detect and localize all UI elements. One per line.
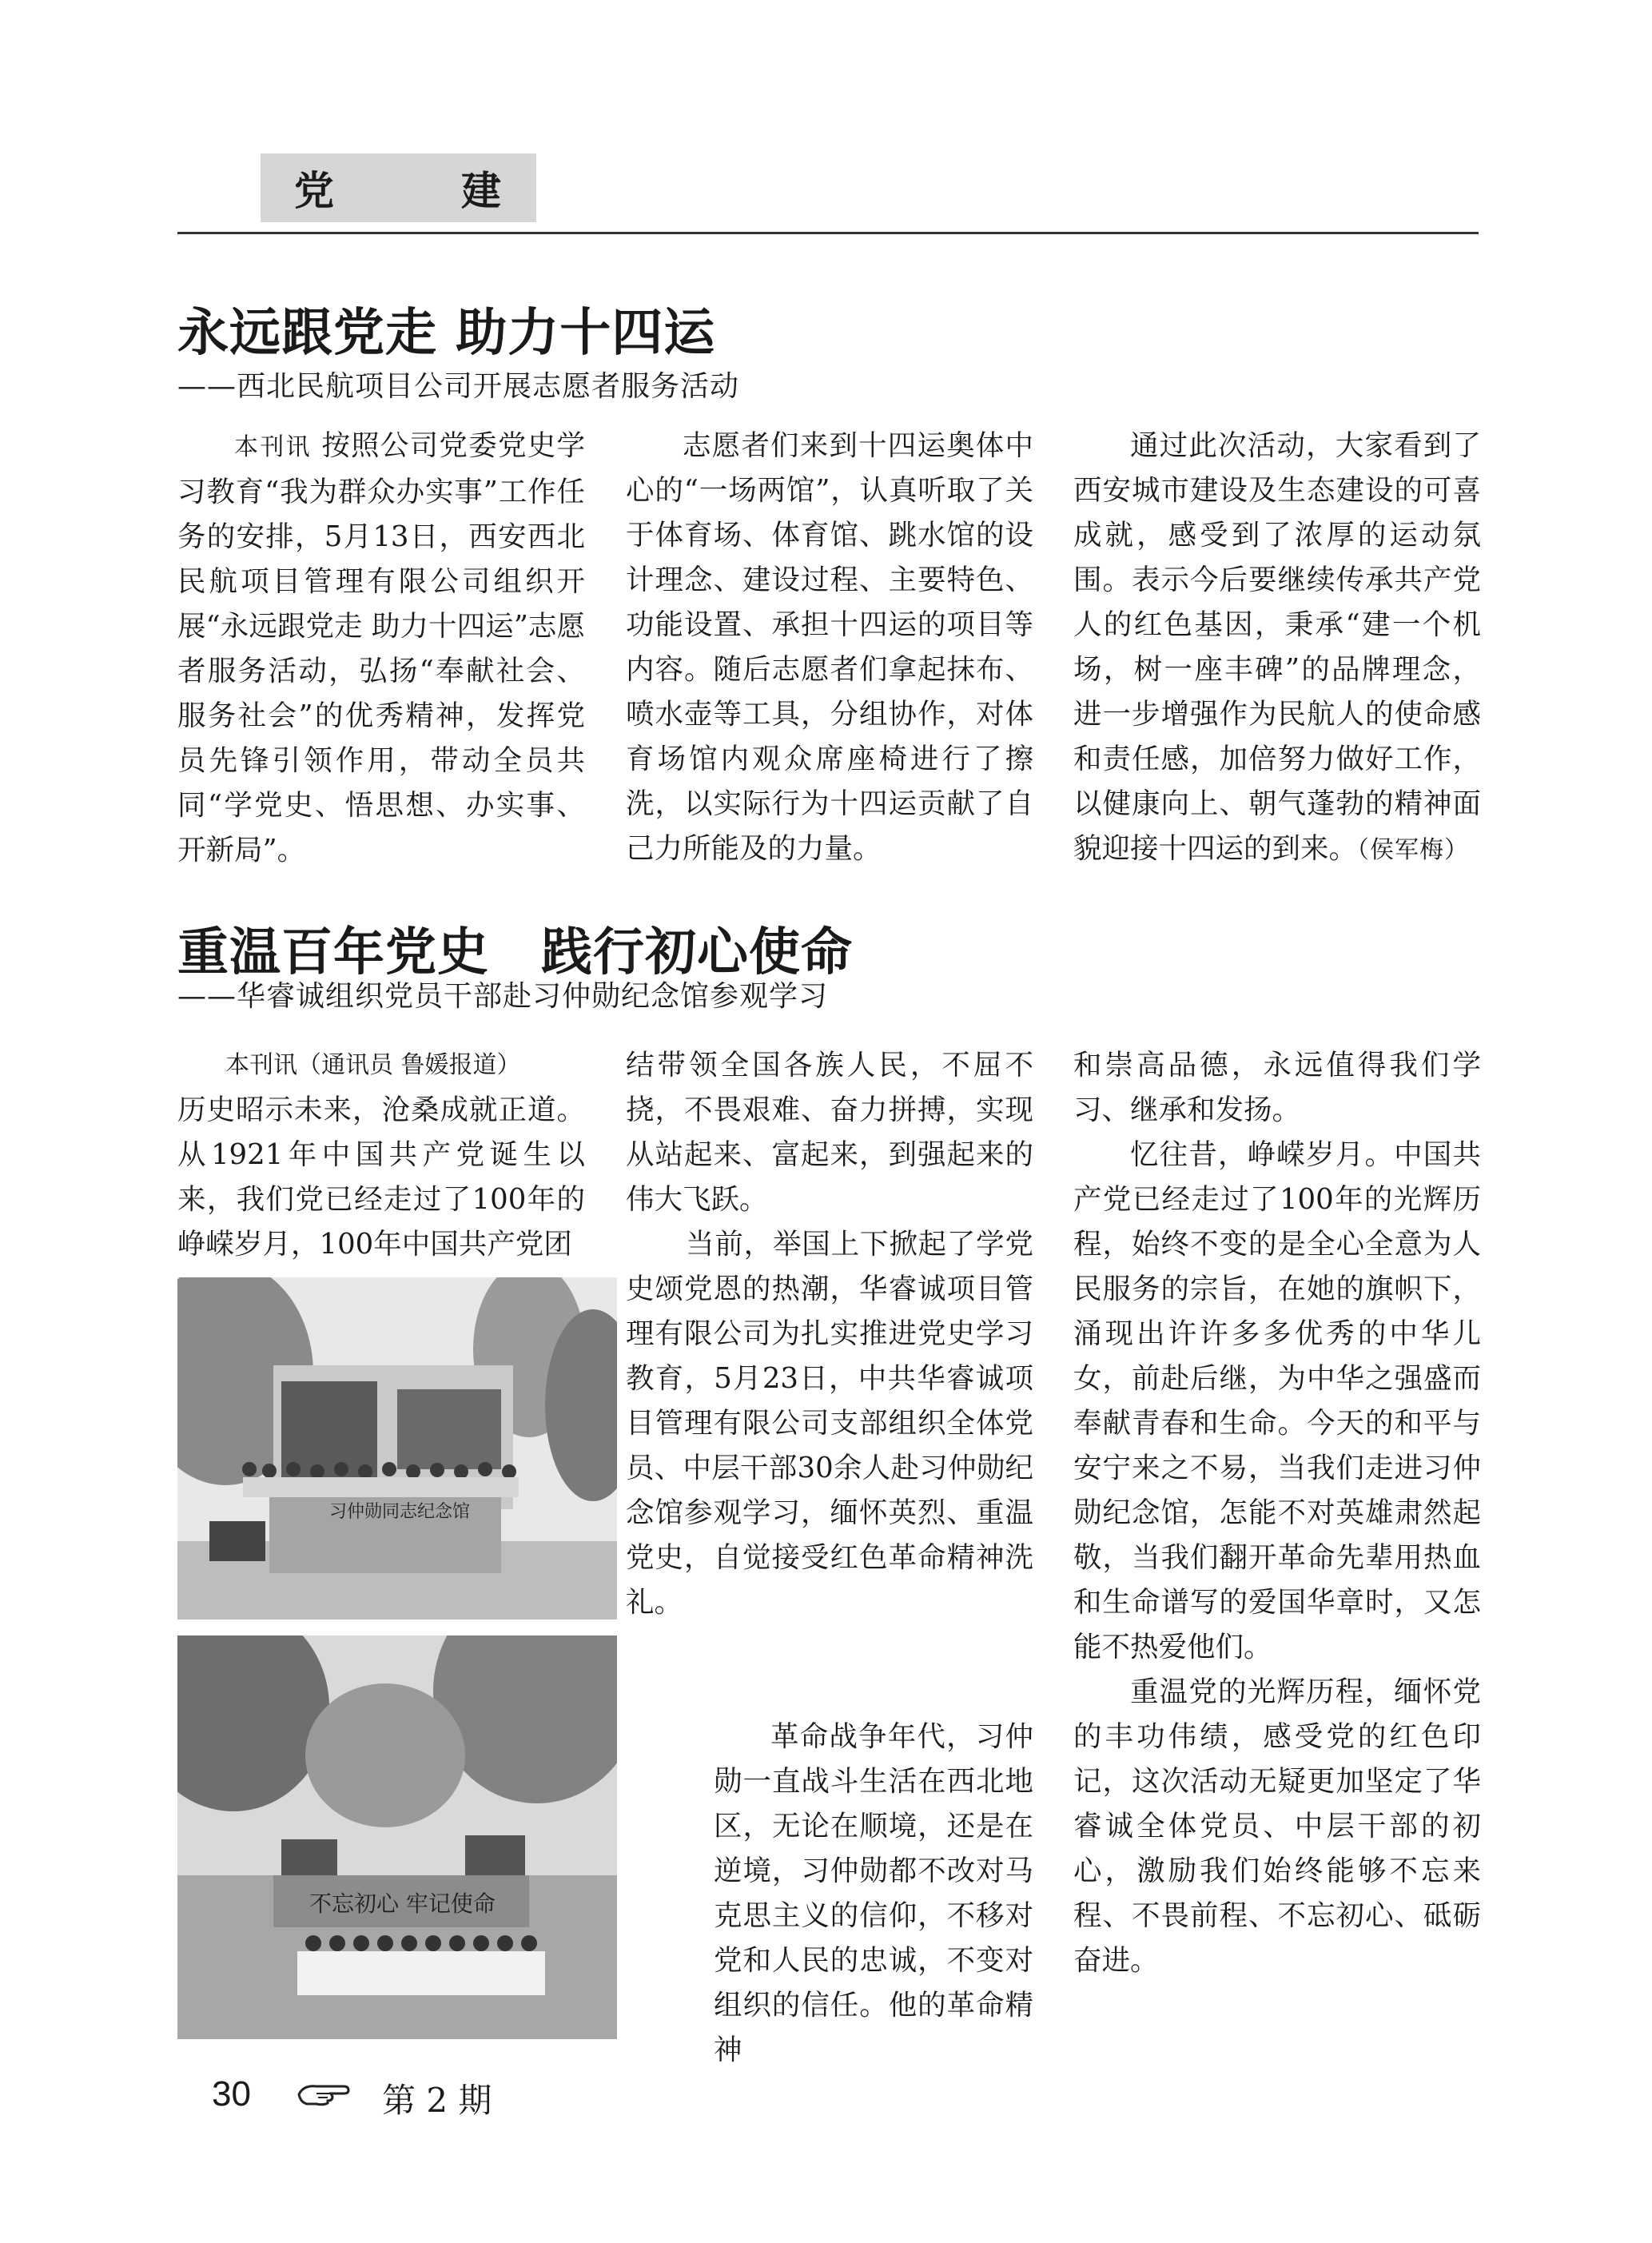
- photo2-sign-text: 不忘初心 牢记使命: [309, 1890, 496, 1917]
- section-char-2: 建: [461, 168, 503, 214]
- photo-memorial-group: [177, 1277, 617, 1620]
- article2-column-1: [177, 1043, 585, 1267]
- article1-column-2: [626, 424, 1033, 871]
- article2-subtitle: ——华睿诚组织党员干部赴习仲勋纪念馆参观学习: [177, 980, 829, 1013]
- article1-col3-text: 通过此次活动，大家看到了西安城市建设及生态建设的可喜成就，感受到了浓厚的运动氛围。表示今后要继续传承共产党人的红色基因，秉承“建一个机场，树一座丰碑”的品牌理念，进一步增强作为民航人的使命感和责任感，加倍努力做好工作，以健康向上、朝气蓬勃的精神面貌迎接十四运的到来。: [1073, 429, 1481, 865]
- article2-col2-p2: 当前，举国上下掀起了学党史颂党恩的热潮，华睿诚项目管理有限公司为扎实推进党史学习教育，5月23日，中共华睿诚项目管理有限公司支部组织全体党员、中层干部30余人赴习仲勋纪念馆参观学习，缅怀英烈、重温党史，自觉接受红色革命精神洗礼。: [626, 1228, 1033, 1619]
- section-divider: [177, 232, 1479, 234]
- issue-number: 第 2 期: [382, 2081, 492, 2120]
- article2-column-2-p3: [714, 1715, 1033, 2073]
- article2-column-3: [1073, 1043, 1481, 1983]
- article1-col2-text: 志愿者们来到十四运奥体中心的“一场两馆”，认真听取了关于体育场、体育馆、跳水馆的设计理念、建设过程、主要特色、功能设置、承担十四运的项目等内容。随后志愿者们拿起抹布、喷水壶等工具，分组协作，对体育场馆内观众席座椅进行了擦洗，以实际行为十四运贡献了自己力所能及的力量。: [626, 429, 1033, 865]
- article2-column-2-p2-start: [626, 1222, 1033, 1625]
- article1-col1-text: 按照公司党委党史学习教育“我为群众办实事”工作任务的安排，5月13日，西安西北民航项目管理有限公司组织开展“永远跟党走 助力十四运”志愿者服务活动，弘扬“奉献社会、服务社会”的优秀精神，发挥党员先锋引领作用，带动全员共同“学党史、悟思想、办实事、开新局”。: [177, 429, 585, 867]
- article2-title: 重温百年党史 践行初心使命: [177, 923, 853, 982]
- article1-column-3: [1073, 424, 1481, 873]
- article2-col3-p1: 和崇高品德，永远值得我们学习、继承和发扬。: [1073, 1049, 1481, 1126]
- article2-col3-p3: 重温党的光辉历程，缅怀党的丰功伟绩，感受党的红色印记，这次活动无疑更加坚定了华睿诚全体党员、中层干部的初心，激励我们始终能够不忘来程、不畏前程、不忘初心、砥砺奋进。: [1073, 1675, 1481, 1977]
- article2-col3-p2: 忆往昔，峥嵘岁月。中国共产党已经走过了100年的光辉历程，始终不变的是全心全意为人民服务的宗旨，在她的旗帜下，涌现出许许多多优秀的中华儿女，前赴后继，为中华之强盛而奉献青春和生命。今天的和平与安宁来之不易，当我们走进习仲勋纪念馆，怎能不对英雄肃然起敬，当我们翻开革命先辈用热血和生命谱写的爱国华章时，又怎能不热爱他们。: [1073, 1138, 1481, 1663]
- photo-slogan-group: [177, 1635, 617, 2039]
- page-number: 30: [212, 2074, 251, 2114]
- article2-col2-p1: 结带领全国各族人民，不屈不挠，不畏艰难、奋力拼搏，实现从站起来、富起来，到强起来的伟大飞跃。: [626, 1049, 1033, 1216]
- article1-byline: 本刊讯: [234, 433, 312, 461]
- article1-subtitle: ——西北民航项目公司开展志愿者服务活动: [177, 370, 740, 403]
- article1-author: （侯军梅）: [1357, 836, 1470, 864]
- section-tab: [261, 153, 536, 222]
- article2-byline: 本刊讯（通讯员 鲁媛报道）: [225, 1051, 521, 1079]
- article2-col1-text: 历史昭示未来，沧桑成就正道。从1921年中国共产党诞生以来，我们党已经走过了100年的峥嵘岁月，100年中国共产党团: [177, 1094, 585, 1261]
- article2-column-2-top: [626, 1043, 1033, 1222]
- article1-column-1: [177, 424, 585, 873]
- photo1-sign-text: 习仲勋同志纪念馆: [329, 1502, 471, 1522]
- article1-title: 永远跟党走 助力十四运: [177, 304, 716, 363]
- section-char-1: 党: [294, 168, 336, 214]
- pointing-hand-icon: [296, 2078, 352, 2110]
- article2-col2-p3: 革命战争年代，习仲勋一直战斗生活在西北地区，无论在顺境，还是在逆境，习仲勋都不改对马克思主义的信仰，不移对党和人民的忠诚，不变对组织的信任。他的革命精神: [714, 1720, 1033, 2066]
